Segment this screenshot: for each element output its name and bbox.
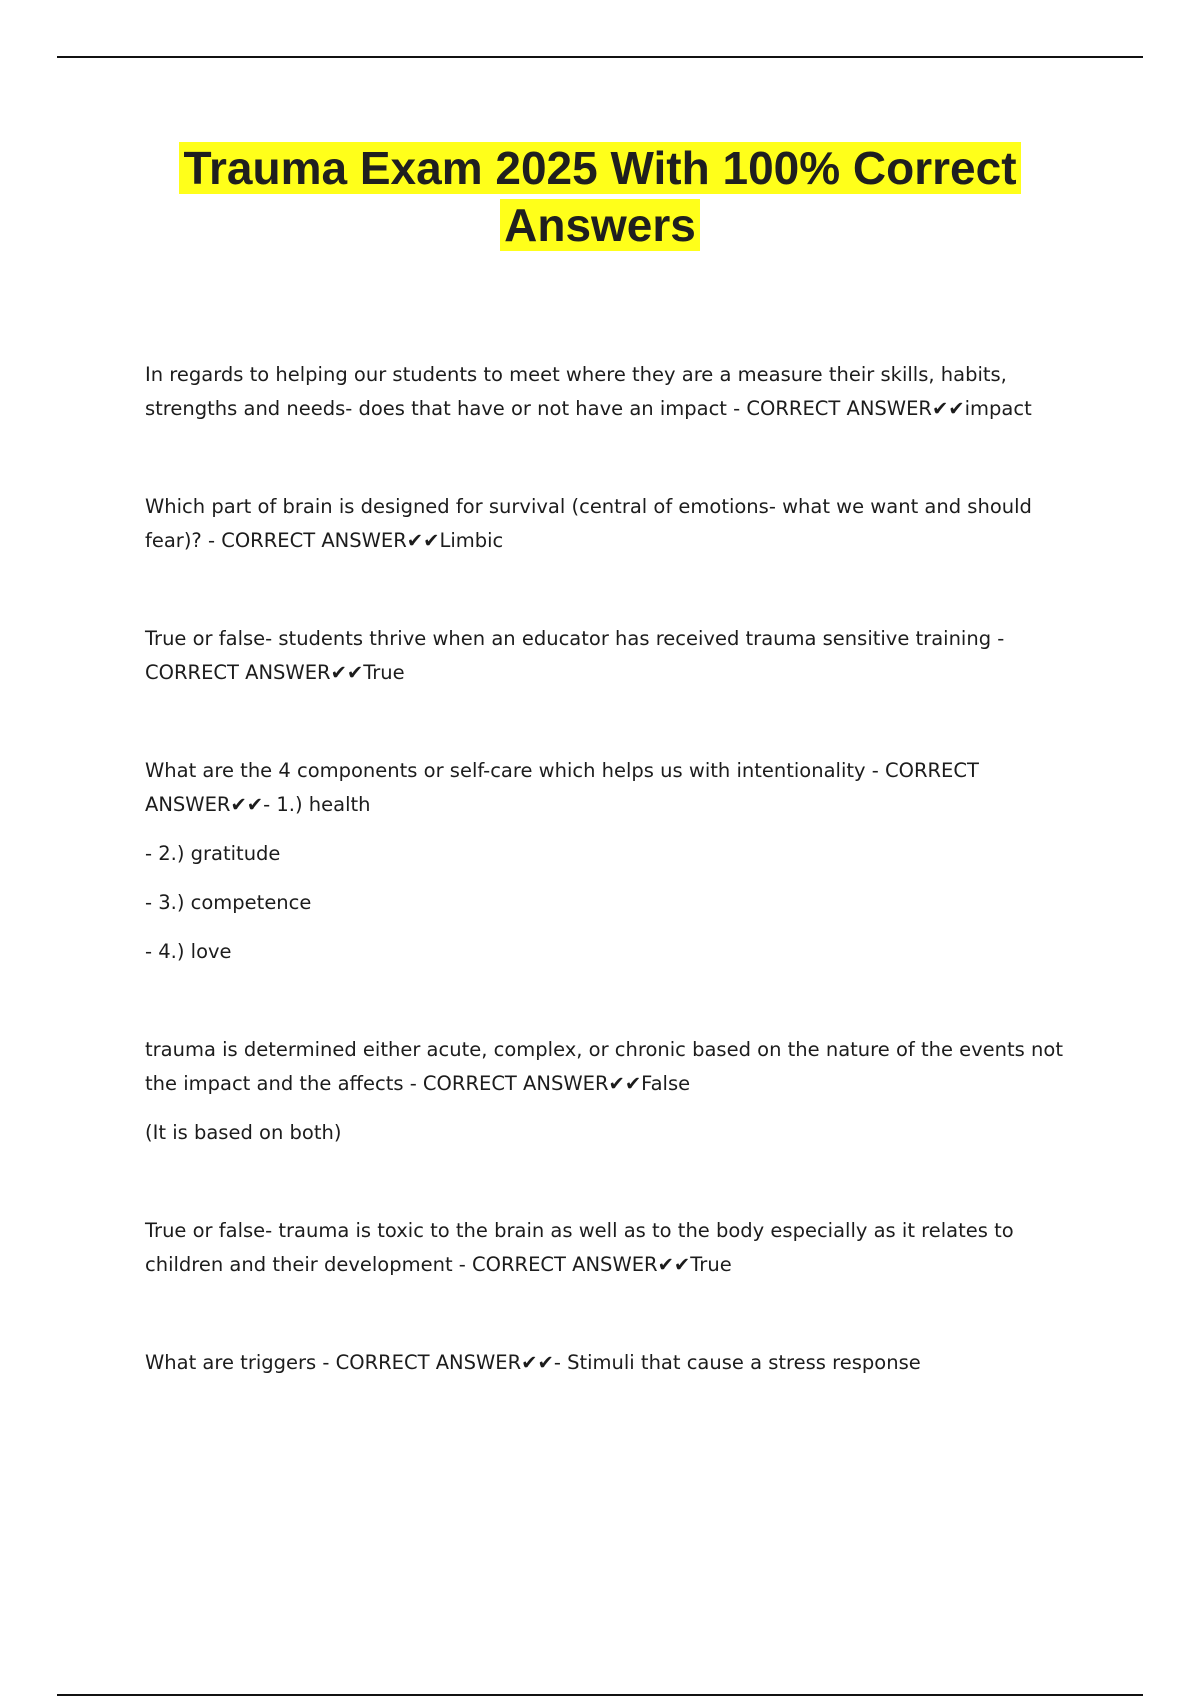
qa-item (145, 622, 1075, 690)
title-highlight: Trauma Exam 2025 With 100% Correct Answers (179, 142, 1020, 251)
qa-answer-line: - 2.) gratitude (145, 842, 281, 865)
qa-item (145, 358, 1075, 426)
qa-answer-line: - 3.) competence (145, 891, 312, 914)
qa-text: trauma is determined either acute, complex, or chronic based on the nature of the events not the impact and the affects - CORRECT ANSWER✔✔False (145, 1038, 1063, 1095)
qa-text: Which part of brain is designed for survival (central of emotions- what we want and should fear)? - CORRECT ANSWER✔✔Limbic (145, 495, 1032, 552)
qa-list (145, 358, 1075, 1380)
qa-text: What are triggers - CORRECT ANSWER✔✔- Stimuli that cause a stress response (145, 1351, 921, 1374)
qa-item (145, 490, 1075, 558)
title-block (100, 140, 1100, 254)
top-rule (57, 56, 1143, 58)
qa-text: True or false- students thrive when an educator has received trauma sensitive training - CORRECT ANSWER✔✔True (145, 627, 1005, 684)
qa-text: What are the 4 components or self-care which helps us with intentionality - CORRECT ANSWER✔✔- 1.) health (145, 759, 979, 816)
bottom-rule (57, 1694, 1143, 1696)
qa-item (145, 1346, 1075, 1380)
qa-text: True or false- trauma is toxic to the brain as well as to the body especially as it relates to children and their development - CORRECT ANSWER✔✔True (145, 1219, 1014, 1276)
qa-item (145, 1033, 1075, 1150)
qa-item (145, 1214, 1075, 1282)
qa-item (145, 754, 1075, 969)
qa-answer-note: (It is based on both) (145, 1121, 342, 1144)
qa-text: In regards to helping our students to meet where they are a measure their skills, habits, strengths and needs- does that have or not have an impact - CORRECT ANSWER✔✔impact (145, 363, 1032, 420)
qa-answer-line: - 4.) love (145, 940, 232, 963)
page-title (100, 140, 1100, 254)
